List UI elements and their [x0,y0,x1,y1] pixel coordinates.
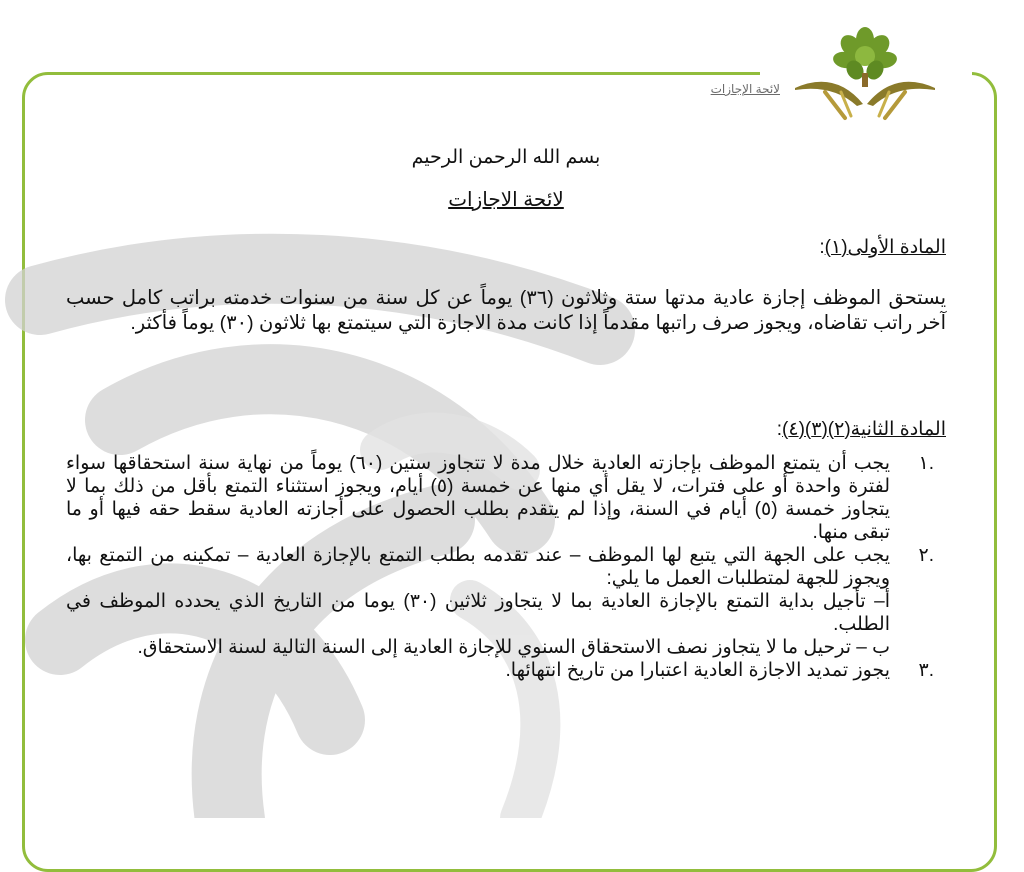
sub-item-b-text: ب – ترحيل ما لا يتجاوز نصف الاستحقاق السنوي للإجازة العادية إلى السنة التالية لسنة الاستحقاق. [137,637,890,658]
basmala: بسم الله الرحمن الرحيم [411,147,601,168]
list-item-text: يجوز تمديد الاجازة العادية اعتبارا من تاريخ انتهائها. [505,660,890,681]
article-2-colon: : [776,419,783,440]
article-1-footnote: (١) [824,237,848,258]
list-item-number: .٢ [918,545,934,566]
article-2-title: المادة الثانية [850,419,946,440]
document-title: لائحة الاجازات [448,189,564,211]
article-1-title: المادة الأولى [847,237,946,258]
saudi-palm-emblem-icon [785,18,945,123]
article-2-footnotes: (٢)(٣)(٤) [782,419,851,440]
sub-item-b [66,636,946,659]
list-item [66,544,946,590]
list-item-text: يجب أن يتمتع الموظف بإجازته العادية خلال مدة لا تتجاوز ستين (٦٠) يوماً من نهاية سنة استحقاقها سواء لفترة واحدة أو على فترات، لا يقل أي منها عن خمسة (٥) أيام، ويجوز استثناء التمتع بأقل من ذلك بما لا يتجاوز خمسة (٥) أيام في السنة، وإذا لم يتقدم بطلب الحصول على أجازته العادية سقط حقه فيها أو ما تبقى منها. [66,453,890,543]
list-item [66,659,946,682]
list-item-text: يجب على الجهة التي يتبع لها الموظف – عند تقدمه بطلب التمتع بالإجازة العادية – تمكينه من التمتع بها، ويجوز للجهة لمتطلبات العمل ما يلي: [66,545,890,589]
list-item [66,452,946,544]
list-item-number: .٣ [918,660,934,681]
article-2-list [66,452,946,682]
article-1-text: يستحق الموظف إجازة عادية مدتها ستة وثلاثون (٣٦) يوماً عن كل سنة من سنوات خدمته براتب كامل حسب آخر راتب تقاضاه، ويجوز صرف راتبها مقدماً إذا كانت مدة الاجازة التي سيتمتع بها ثلاثون (٣٠) يوماً فأكثر. [66,287,946,334]
article-1-colon: : [819,237,825,258]
header-label: لائحة الإجازات [710,82,780,96]
sub-item-a-text: أ– تأجيل بداية التمتع بالإجازة العادية بما لا يتجاوز ثلاثين (٣٠) يوما من التاريخ الذي يحدده الموظف في الطلب. [66,591,890,635]
article-1-heading [66,236,946,259]
sub-item-a [66,590,946,636]
article-2-heading [66,418,946,441]
list-item-number: .١ [918,453,934,474]
